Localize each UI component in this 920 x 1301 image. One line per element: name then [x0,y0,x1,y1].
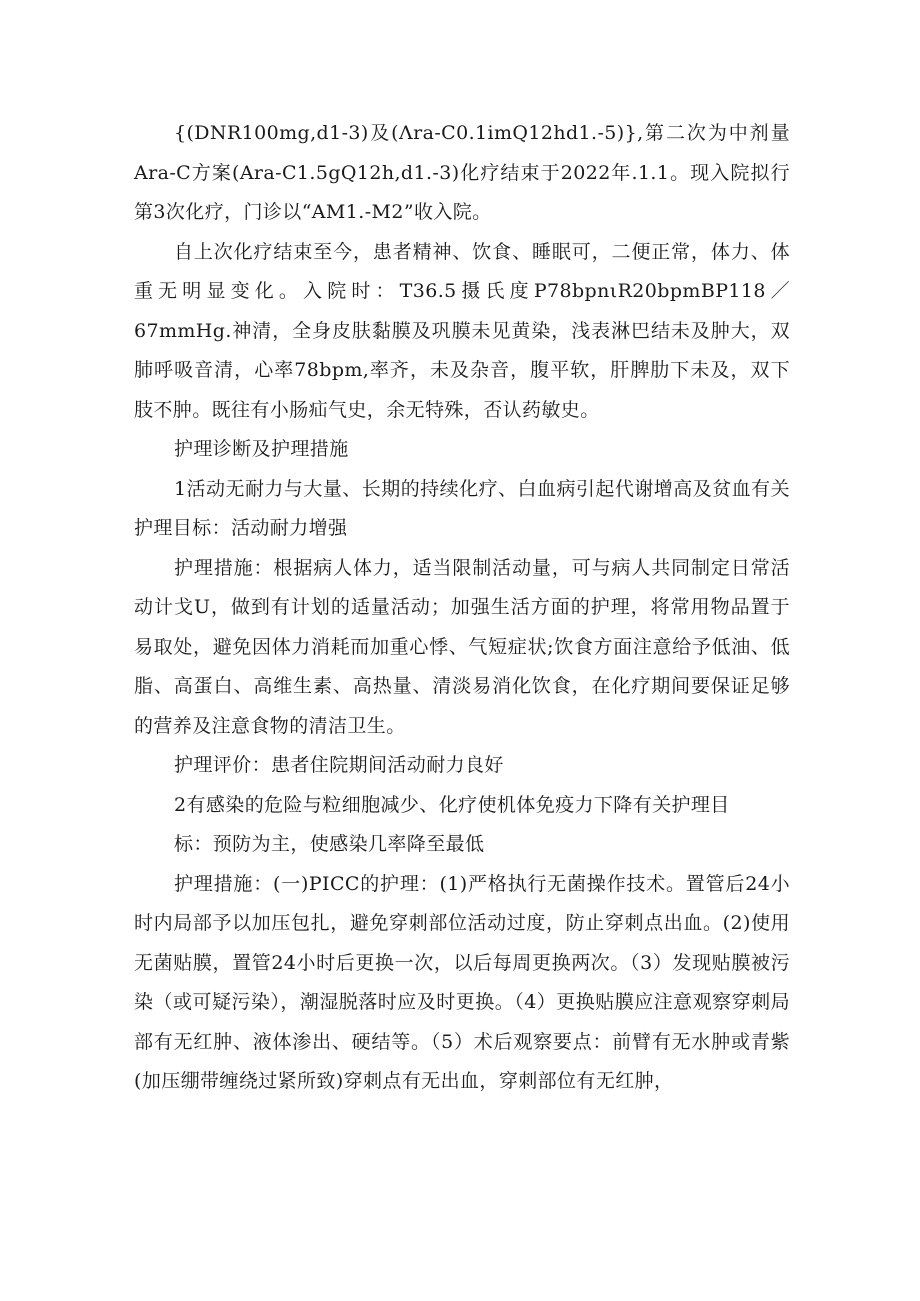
paragraph-measures-2: 护理措施：(一)PICC的护理：(1)严格执行无菌操作技术。置管后24小时内局部予以加压包扎，避免穿刺部位活动过度，防止穿刺点出血。(2)使用无菌贴膜，置管24小时后更换一次，以后每周更换两次。（3）发现贴膜被污染（或可疑污染），潮湿脱落时应及时更换。（4）更换贴膜应注意观察穿刺局部有无红肿、液体渗出、硬结等。（5）术后观察要点：前臂有无水肿或青紫(加压绷带缠绕过紧所致)穿刺点有无出血，穿刺部位有无红肿， [134,872,790,1092]
paragraph-chemo-history: {(DNR100mg,d1-3)及(Λra-C0.1imQ12hd1.-5)},第二次为中剂量Ara-C方案(Ara-C1.5gQ12h,d1.-3)化疗结束于2022年.1.1。现入院拟行第3次化疗，门诊以“AM1.-M2”收入院。 [134,122,790,223]
paragraph-goal-2: 标：预防为主，使感染几率降至最低 [174,833,485,855]
section-heading-nursing: 护理诊断及护理措施 [174,438,349,460]
paragraph-diagnosis-2: 2有感染的危险与粒细胞减少、化疗使机体免疫力下降有关护理目 [174,793,730,816]
paragraph-measures-1: 护理措施：根据病人体力，适当限制活动量，可与病人共同制定日常活动计戈U，做到有计划的适量活动；加强生活方面的护理，将常用物品置于易取处，避免因体力消耗而加重心悸、气短症状;饮食方面注意给予低油、低脂、高蛋白、高维生素、高热量、清淡易消化饮食，在化疗期间要保证足够的营养及注意食物的清洁卫生。 [134,556,790,737]
paragraph-admission-status: 自上次化疗结束至今，患者精神、饮食、睡眠可，二便正常，体力、体重无明显变化。入院时：T36.5摄氏度P78bpnιR20bpmBP118／67mmHg.神清，全身皮肤黏膜及巩膜未见黄染，浅表淋巴结未及肿大，双肺呼吸音清，心率78bpm,率齐，未及杂音，腹平软，肝脾肋下未及，双下肢不肿。既往有小肠疝气史，余无特殊，否认药敏史。 [134,240,790,421]
document-body [134,114,790,1102]
paragraph-evaluation-1: 护理评价：患者住院期间活动耐力良好 [174,754,504,776]
paragraph-diagnosis-1: 1活动无耐力与大量、长期的持续化疗、白血病引起代谢增高及贫血有关护理目标：活动耐力增强 [134,477,790,539]
